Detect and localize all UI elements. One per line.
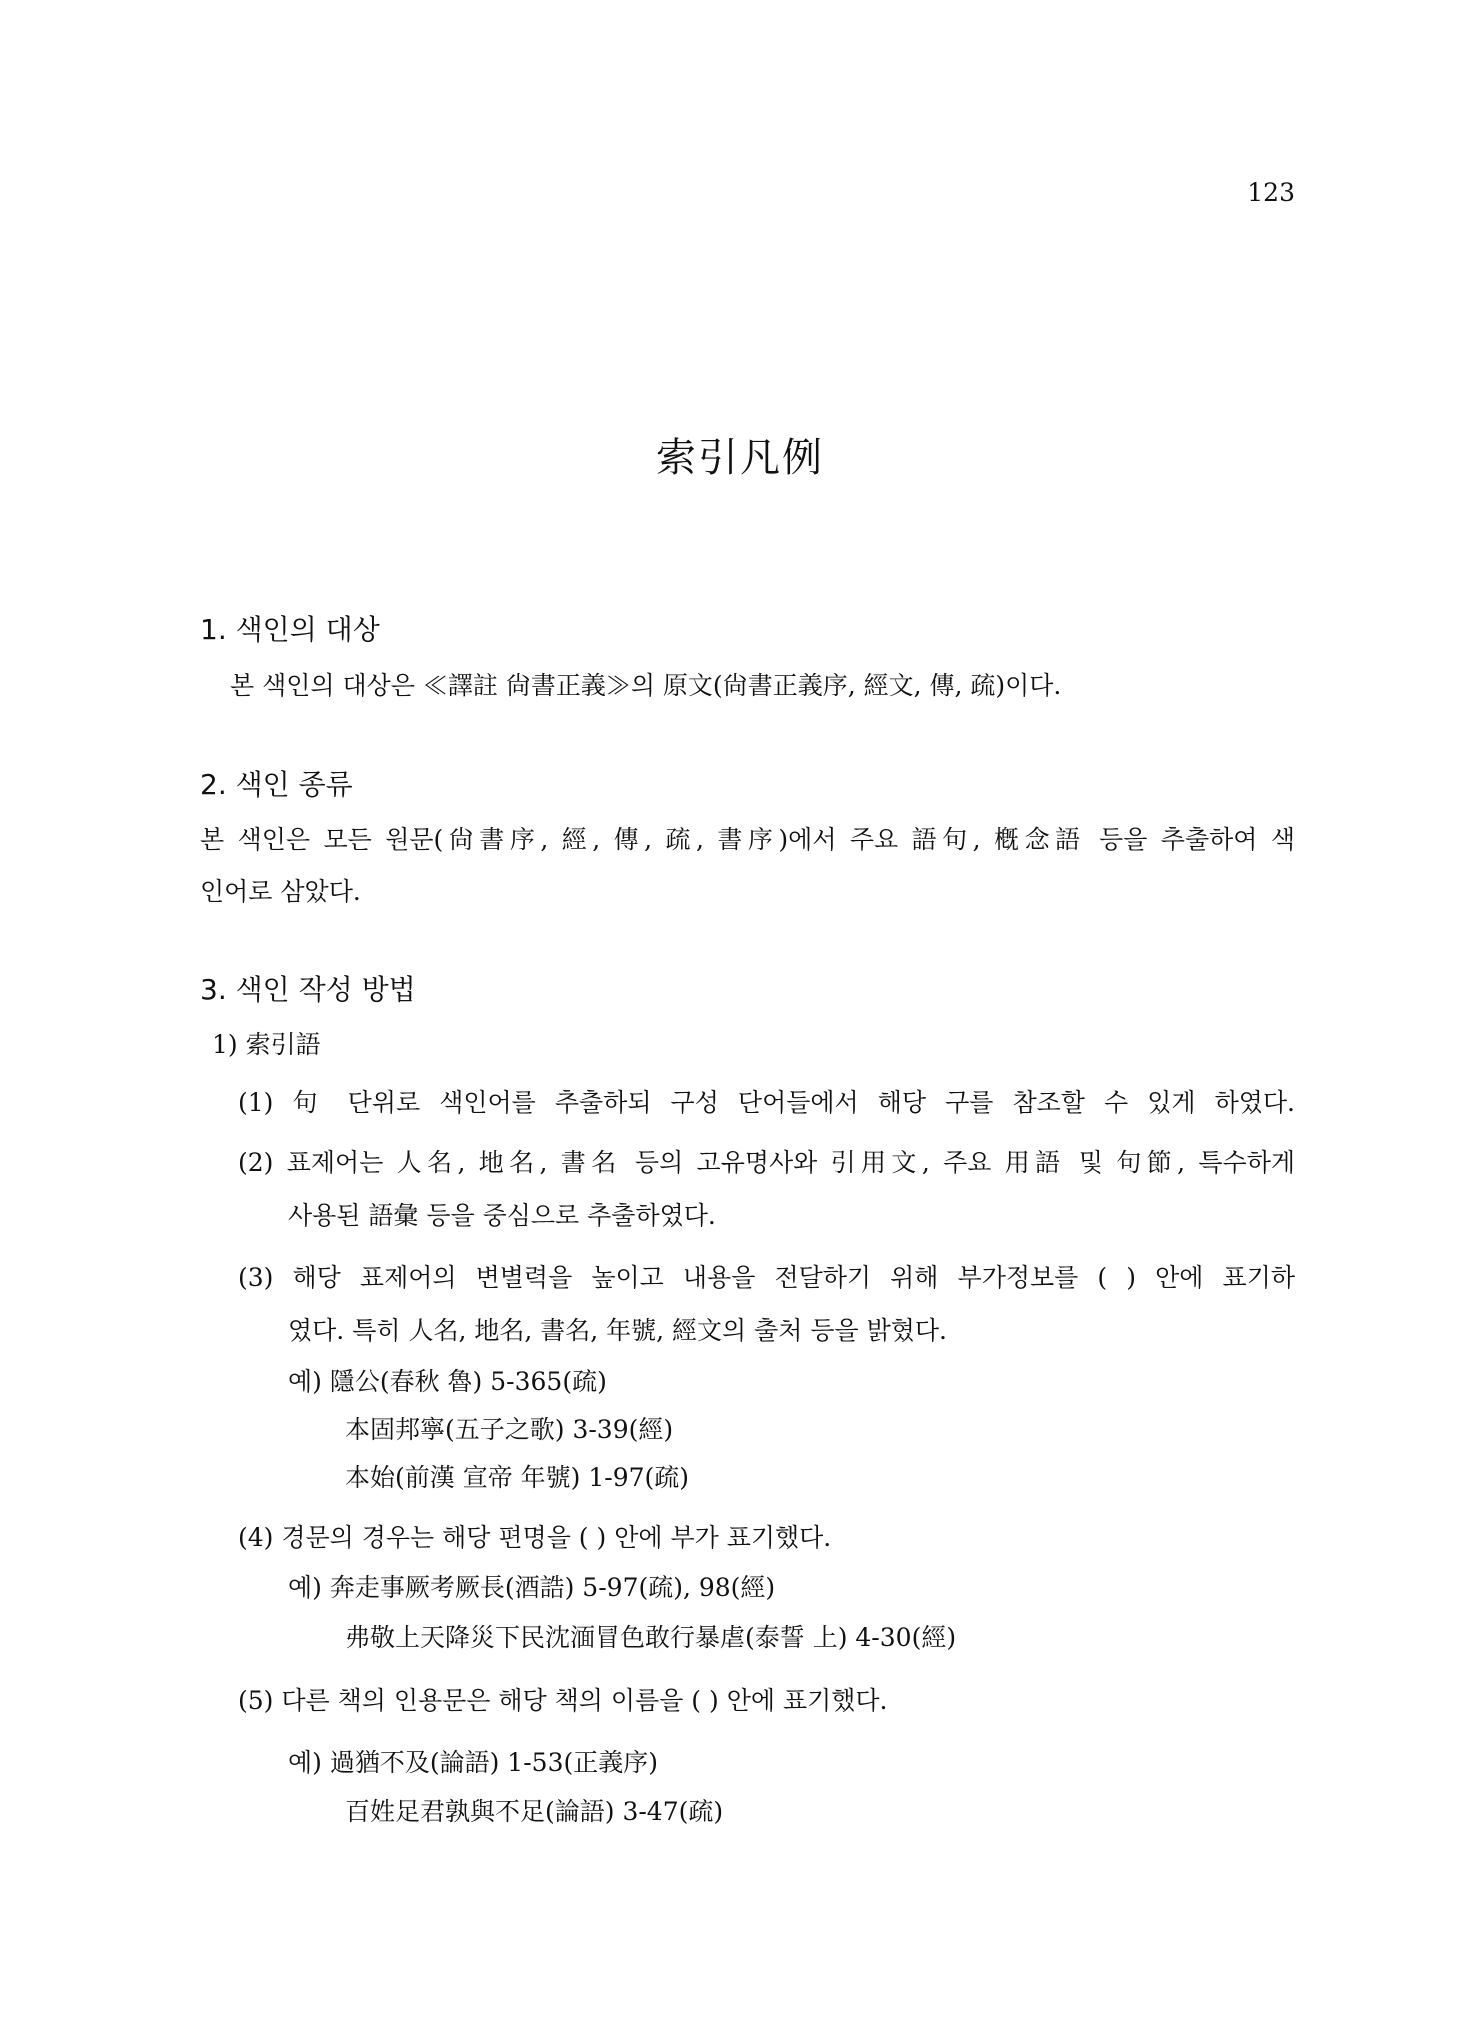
item-3-example-2: 本固邦寧(五子之歌) 3-39(經) [345, 1415, 674, 1444]
item-4-example-2: 弗敬上天降災下民沈湎冒色敢行暴虐(泰誓 上) 4-30(經) [345, 1623, 957, 1652]
item-5-example-1: 예) 過猶不及(論語) 1-53(正義序) [288, 1748, 658, 1777]
item-2-line-2: 사용된 語彙 등을 중심으로 추출하였다. [288, 1201, 716, 1230]
section-1-heading: 1. 색인의 대상 [200, 613, 380, 646]
item-4-example-1: 예) 奔走事厥考厥長(酒誥) 5-97(疏), 98(經) [288, 1573, 776, 1602]
section-3-heading: 3. 색인 작성 방법 [200, 973, 416, 1006]
item-5-line-1: (5) 다른 책의 인용문은 해당 책의 이름을 ( ) 안에 표기했다. [238, 1686, 888, 1715]
item-1-line-1: (1) 句 단위로 색인어를 추출하되 구성 단어들에서 해당 구를 참조할 수 있게 하였다. [238, 1088, 1295, 1117]
section-2-line-2: 인어로 삼았다. [200, 877, 361, 906]
section-2-heading: 2. 색인 종류 [200, 768, 353, 801]
item-4-line-1: (4) 경문의 경우는 해당 편명을 ( ) 안에 부가 표기했다. [238, 1523, 832, 1552]
section-2-line-1: 본 색인은 모든 원문(尙書序, 經, 傳, 疏, 書序)에서 주요 語句, 槪念語 등을 추출하여 색 [200, 825, 1295, 854]
page-number: 123 [1247, 178, 1295, 207]
section-1-line-1: 본 색인의 대상은 ≪譯註 尙書正義≫의 原文(尙書正義序, 經文, 傳, 疏)이다. [230, 671, 1062, 700]
page-title: 索引凡例 [656, 435, 824, 481]
item-3-line-2: 였다. 특히 人名, 地名, 書名, 年號, 經文의 출처 등을 밝혔다. [288, 1316, 948, 1345]
item-3-line-1: (3) 해당 표제어의 변별력을 높이고 내용을 전달하기 위해 부가정보를 ( ) 안에 표기하 [238, 1263, 1295, 1292]
item-2-line-1: (2) 표제어는 人名, 地名, 書名 등의 고유명사와 引用文, 주요 用語 및 句節, 특수하게 [238, 1148, 1295, 1177]
item-3-example-3: 本始(前漢 宣帝 年號) 1-97(疏) [345, 1463, 690, 1492]
section-3-subheading: 1) 索引語 [212, 1030, 321, 1059]
item-5-example-2: 百姓足君孰與不足(論語) 3-47(疏) [345, 1797, 724, 1826]
item-3-example-1: 예) 隱公(春秋 魯) 5-365(疏) [288, 1367, 607, 1396]
